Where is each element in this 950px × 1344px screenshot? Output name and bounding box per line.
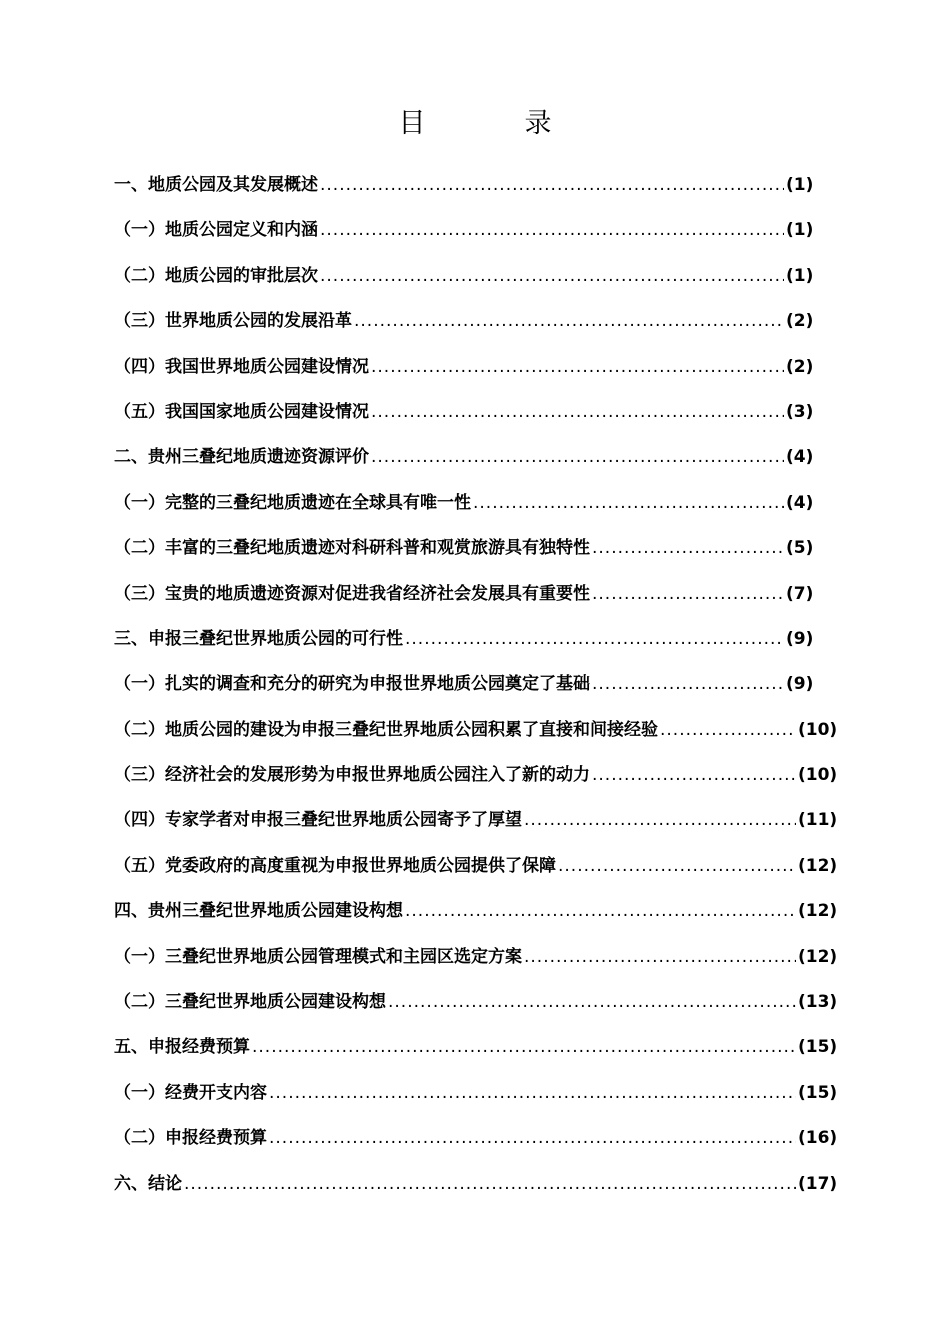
toc-dot-leader (524, 940, 796, 974)
toc-entry-page-number: (15) (798, 1037, 838, 1058)
toc-entry[interactable] (0, 803, 950, 848)
toc-entry-label: （二）申报经费预算 (114, 1128, 267, 1149)
toc-entry[interactable] (0, 622, 950, 667)
toc-entry-label: （一）经费开支内容 (114, 1082, 267, 1103)
toc-entry-page-number: (15) (798, 1082, 838, 1103)
toc-entry-label: 一、地质公园及其发展概述 (114, 175, 318, 195)
toc-entry[interactable] (0, 304, 950, 349)
toc-entry-page-number: (3) (786, 401, 814, 422)
toc-entry-label: （二）丰富的三叠纪地质遗迹对科研科普和观赏旅游具有独特性 (114, 538, 590, 559)
toc-entry-page-number: (2) (786, 356, 814, 377)
toc-entry-page-number: (11) (798, 810, 838, 831)
toc-entry[interactable] (0, 168, 950, 213)
toc-entry-label: （一）完整的三叠纪地质遗迹在全球具有唯一性 (114, 492, 471, 513)
toc-dot-leader (371, 440, 784, 474)
toc-entry-page-number: (1) (786, 175, 814, 195)
toc-entry-label: （五）党委政府的高度重视为申报世界地质公园提供了保障 (114, 855, 556, 876)
toc-entry-page-number: (10) (798, 765, 838, 786)
toc-entry-page-number: (12) (798, 946, 838, 967)
toc-entry-page-number: (7) (786, 583, 814, 604)
toc-entry[interactable] (0, 1121, 950, 1166)
toc-dot-leader (320, 213, 784, 247)
table-of-contents (0, 168, 950, 1212)
toc-entry-label: 六、结论 (114, 1173, 182, 1194)
toc-dot-leader (354, 304, 784, 338)
toc-dot-leader (371, 350, 784, 384)
toc-entry-page-number: (12) (798, 901, 838, 922)
toc-entry-page-number: (1) (786, 220, 814, 241)
toc-entry-label: （三）宝贵的地质遗迹资源对促进我省经济社会发展具有重要性 (114, 583, 590, 604)
toc-entry[interactable] (0, 1030, 950, 1075)
toc-entry-label: （四）我国世界地质公园建设情况 (114, 356, 369, 377)
toc-dot-leader (592, 577, 784, 611)
toc-entry-page-number: (1) (786, 265, 814, 286)
toc-dot-leader (405, 622, 784, 656)
toc-entry-page-number: (9) (786, 674, 814, 695)
toc-dot-leader (388, 985, 796, 1019)
toc-entry-label: （五）我国国家地质公园建设情况 (114, 401, 369, 422)
toc-entry-label: （二）三叠纪世界地质公园建设构想 (114, 992, 386, 1013)
toc-entry-label: 二、贵州三叠纪地质遗迹资源评价 (114, 447, 369, 468)
toc-entry-page-number: (4) (786, 447, 814, 468)
page-title: 目 录 (398, 108, 588, 139)
toc-entry[interactable] (0, 1076, 950, 1121)
toc-entry-label: （二）地质公园的建设为申报三叠纪世界地质公园积累了直接和间接经验 (114, 719, 658, 740)
toc-entry[interactable] (0, 259, 950, 304)
toc-entry[interactable] (0, 213, 950, 258)
toc-entry[interactable] (0, 758, 950, 803)
toc-entry[interactable] (0, 395, 950, 440)
toc-entry[interactable] (0, 577, 950, 622)
toc-entry-label: （三）经济社会的发展形势为申报世界地质公园注入了新的动力 (114, 765, 590, 786)
toc-entry-label: 四、贵州三叠纪世界地质公园建设构想 (114, 901, 403, 922)
toc-dot-leader (473, 486, 784, 520)
toc-entry[interactable] (0, 985, 950, 1030)
toc-dot-leader (592, 667, 784, 701)
toc-entry-label: 五、申报经费预算 (114, 1037, 250, 1058)
toc-entry-page-number: (4) (786, 492, 814, 513)
toc-entry[interactable] (0, 486, 950, 531)
toc-dot-leader (558, 849, 796, 883)
toc-entry[interactable] (0, 849, 950, 894)
toc-entry[interactable] (0, 667, 950, 712)
toc-entry[interactable] (0, 440, 950, 485)
toc-entry[interactable] (0, 894, 950, 939)
toc-dot-leader (660, 713, 796, 747)
toc-entry[interactable] (0, 531, 950, 576)
toc-entry-page-number: (12) (798, 855, 838, 876)
toc-entry-page-number: (2) (786, 311, 814, 332)
toc-entry[interactable] (0, 350, 950, 395)
toc-entry-label: （四）专家学者对申报三叠纪世界地质公园寄予了厚望 (114, 810, 522, 831)
toc-entry[interactable] (0, 940, 950, 985)
toc-entry-label: （三）世界地质公园的发展沿革 (114, 311, 352, 332)
toc-entry-page-number: (17) (798, 1173, 838, 1194)
toc-dot-leader (320, 259, 784, 293)
toc-entry-page-number: (13) (798, 992, 838, 1013)
toc-dot-leader (269, 1076, 796, 1110)
toc-dot-leader (252, 1030, 796, 1064)
toc-dot-leader (184, 1167, 796, 1201)
toc-entry-label: （一）三叠纪世界地质公园管理模式和主园区选定方案 (114, 946, 522, 967)
toc-entry[interactable] (0, 713, 950, 758)
toc-dot-leader (269, 1121, 796, 1155)
toc-entry-label: （一）地质公园定义和内涵 (114, 220, 318, 241)
toc-dot-leader (371, 395, 784, 429)
toc-dot-leader (320, 168, 784, 202)
toc-entry-label: （一）扎实的调查和充分的研究为申报世界地质公园奠定了基础 (114, 674, 590, 695)
toc-dot-leader (592, 531, 784, 565)
toc-dot-leader (524, 803, 796, 837)
toc-entry-page-number: (10) (798, 719, 838, 740)
toc-entry-page-number: (16) (798, 1128, 838, 1149)
toc-entry-label: （二）地质公园的审批层次 (114, 265, 318, 286)
toc-entry-page-number: (5) (786, 538, 814, 559)
toc-entry[interactable] (0, 1167, 950, 1212)
toc-dot-leader (592, 758, 796, 792)
toc-entry-page-number: (9) (786, 628, 814, 649)
toc-dot-leader (405, 894, 796, 928)
toc-entry-label: 三、申报三叠纪世界地质公园的可行性 (114, 628, 403, 649)
